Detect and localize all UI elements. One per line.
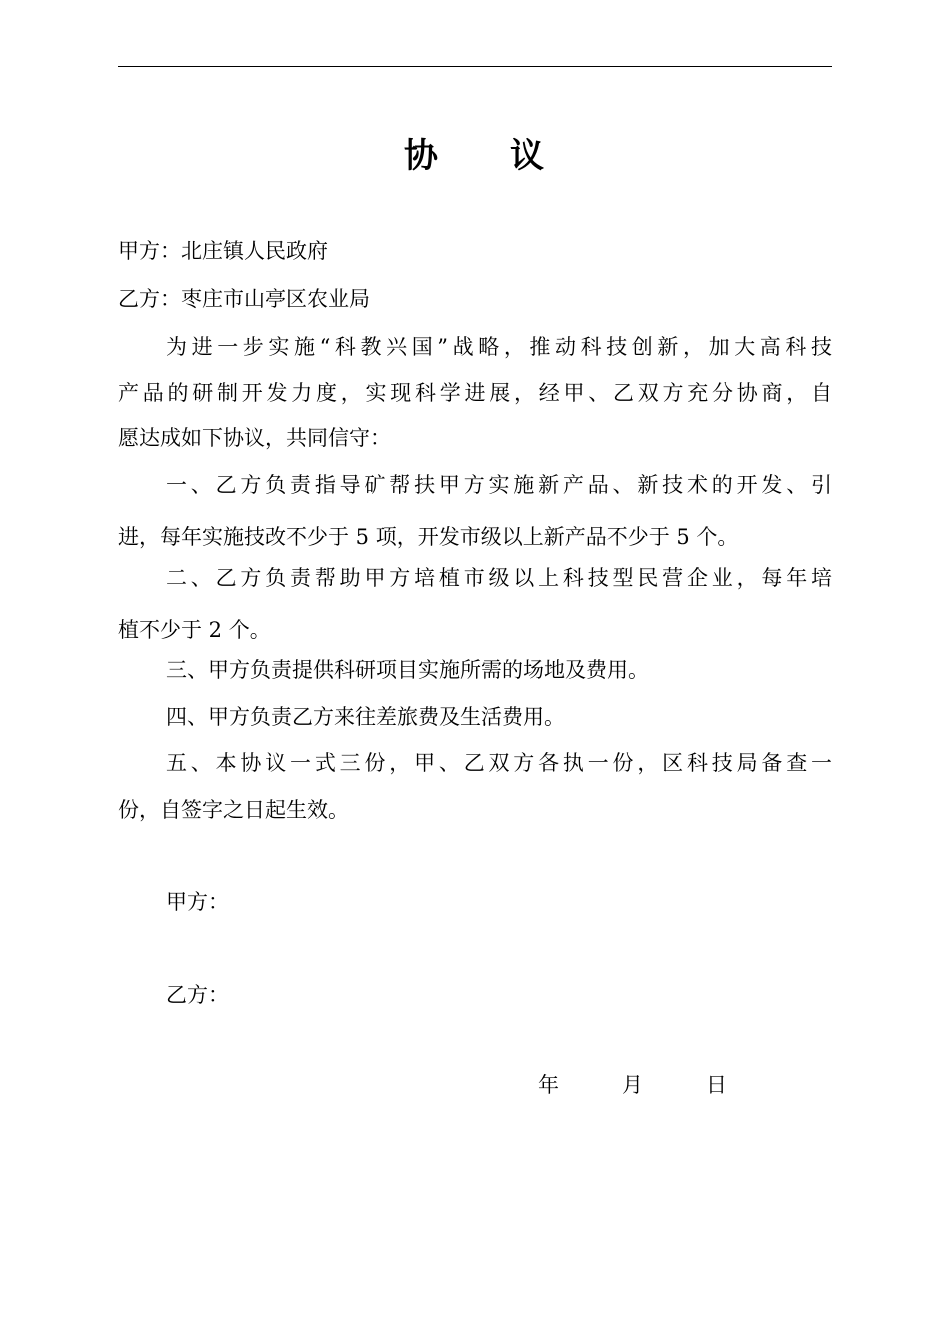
title-char-2: 议 xyxy=(510,136,546,176)
clause-2-line-2: 植不少于 2 个。 xyxy=(118,618,271,642)
clause-5-line-2: 份，自签字之日起生效。 xyxy=(118,798,349,822)
clause-5-line-1: 五、本协议一式三份，甲、乙双方各执一份，区科技局备查一 xyxy=(166,751,832,775)
clause-3: 三、甲方负责提供科研项目实施所需的场地及费用。 xyxy=(166,658,649,682)
clause-1-line-1: 一、乙方负责指导矿帮扶甲方实施新产品、新技术的开发、引 xyxy=(166,473,832,497)
title-char-1: 协 xyxy=(404,136,440,176)
date-month: 月 xyxy=(622,1073,643,1097)
intro-line-3: 愿达成如下协议，共同信守： xyxy=(118,426,391,450)
party-a-line: 甲方：北庄镇人民政府 xyxy=(118,239,328,263)
date-day: 日 xyxy=(706,1073,727,1097)
clause-2-line-1: 二、乙方负责帮助甲方培植市级以上科技型民营企业，每年培 xyxy=(166,566,832,590)
signature-party-a: 甲方： xyxy=(166,890,229,914)
date-year: 年 xyxy=(538,1073,559,1097)
intro-line-1: 为进一步实施“科教兴国”战略，推动科技创新，加大高科技 xyxy=(166,335,832,359)
document-title xyxy=(0,128,950,177)
party-b-line: 乙方：枣庄市山亭区农业局 xyxy=(118,287,370,311)
clause-4: 四、甲方负责乙方来往差旅费及生活费用。 xyxy=(166,705,565,729)
signature-party-b: 乙方： xyxy=(166,983,229,1007)
intro-line-2: 产品的研制开发力度，实现科学进展，经甲、乙双方充分协商，自 xyxy=(118,381,832,405)
header-rule xyxy=(118,66,832,67)
clause-1-line-2: 进，每年实施技改不少于 5 项，开发市级以上新产品不少于 5 个。 xyxy=(118,525,739,549)
